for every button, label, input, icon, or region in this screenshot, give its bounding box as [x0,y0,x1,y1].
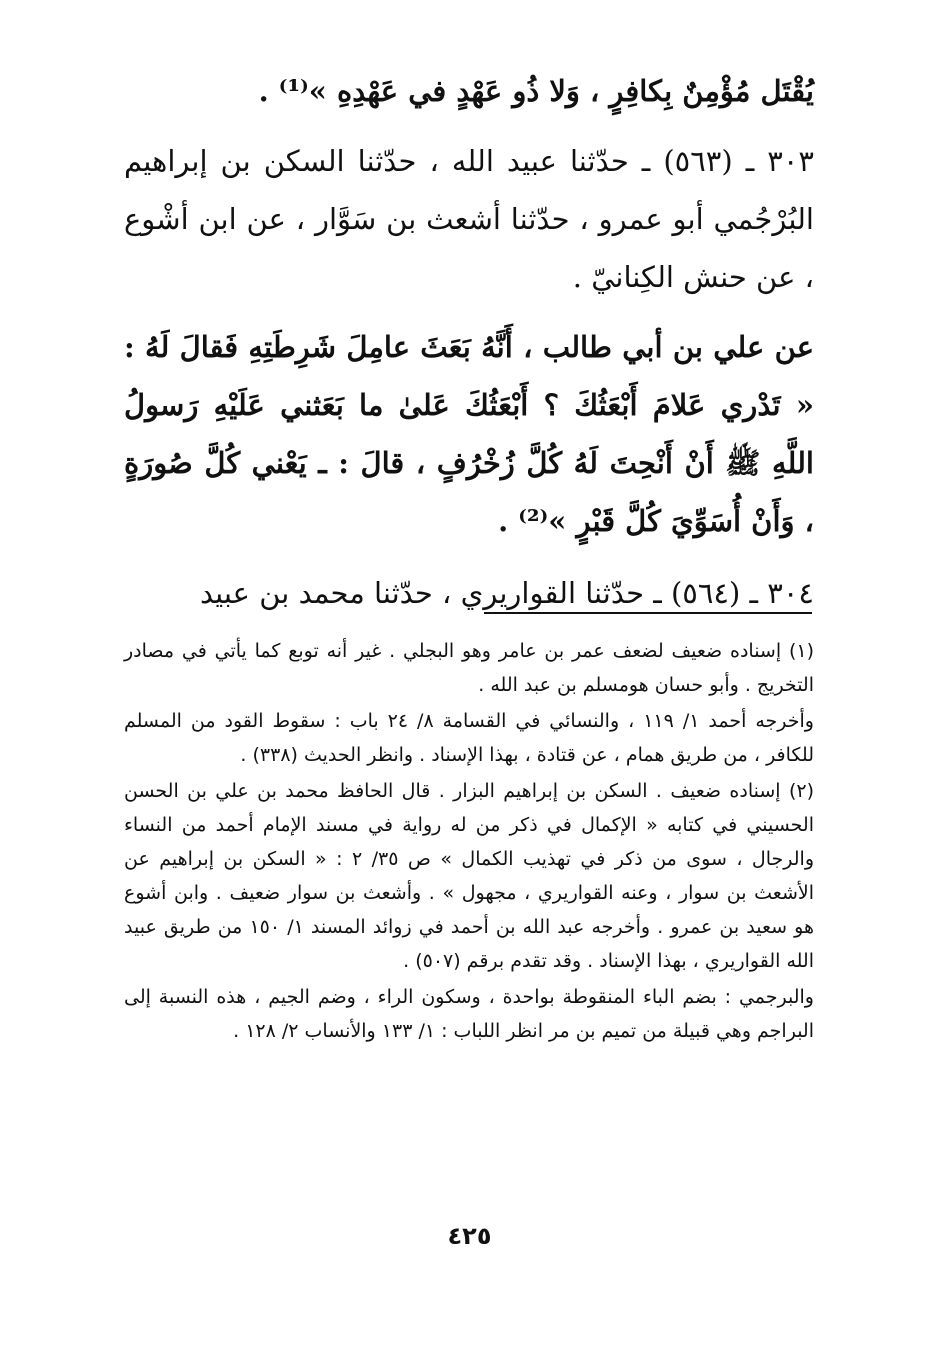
hadith-302-ending: يُقْتَل مُؤْمِنٌ بِكافِرٍ ، وَلا ذُو عَهْدٍ في عَهْدِهِ »⁽¹⁾ . [258,74,814,108]
page-number: ٤٢٥ [447,1222,492,1250]
main-text [124,62,814,622]
footnote-2-paragraph-1: (٢) إسناده ضعيف . السكن بن إبراهيم البزار . قال الحافظ محمد بن علي بن الحسن الحسيني في كتابه « الإكمال في ذكر من له رواية في مسند الإمام أحمد من النساء والرجال ، سوى من ذكر في تهذيب الكمال » ص ٣٥/ ٢ : « السكن بن إبراهيم عن الأشعث بن سوار ، وعنه القواريري ، مجهول » . وأشعث بن سوار ضعيف . وابن أشوع هو سعيد بن عمرو . وأخرجه عبد الله بن أحمد في زوائد المسند ١/ ١٥٠ من طريق عبيد الله القواريري ، بهذا الإسناد . وقد تقدم برقم (٥٠٧) . [124,780,814,972]
hadith-303-text: عن علي بن أبي طالب ، أَنَّهُ بَعَثَ عامِلَ شَرِطَتِهِ فَقالَ لَهُ : « تَدْري عَلامَ أَبْعَثُكَ ؟ أَبْعَثُكَ عَلىٰ ما بَعَثني عَلَيْهِ رَسولُ اللَّهِ ﷺ أَنْ أَنْحِتَ لَهُ كُلَّ زُخْرُفٍ ، قالَ : ـ يَعْني كُلَّ صُورَةٍ ، وَأَنْ أُسَوِّيَ كُلَّ قَبْرٍ »⁽²⁾ . [124,330,814,538]
footnotes [124,634,814,1048]
entry-303-isnad: ٣٠٣ ـ (٥٦٣) ـ حدّثنا عبيد الله ، حدّثنا السكن بن إبراهيم البُرْجُمي أبو عمرو ، حدّثنا أشعث بن سَوَّار ، عن ابن أشْوع ، عن حنش الكِنانيّ . [124,144,814,294]
footnote-1-paragraph-1: (١) إسناده ضعيف لضعف عمر بن عامر وهو البجلي . غير أنه توبع كما يأتي في مصادر التخريج . وأبو حسان هومسلم بن عبد الله . [124,640,814,696]
footnote-divider [484,612,812,614]
footnote-1-paragraph-2: وأخرجه أحمد ١/ ١١٩ ، والنسائي في القسامة ٨/ ٢٤ باب : سقوط القود من المسلم للكافر ، من طريق همام ، عن قتادة ، بهذا الإسناد . وانظر الحديث (٣٣٨) . [124,710,814,766]
entry-304-isnad: ٣٠٤ ـ (٥٦٤) ـ حدّثنا القواريري ، حدّثنا محمد بن عبيد [199,576,814,610]
footnote-2-paragraph-2: والبرجمي : بضم الباء المنقوطة بواحدة ، وسكون الراء ، وضم الجيم ، هذه النسبة إلى البراجم وهي قبيلة من تميم بن مر انظر اللباب : ١/ ١٣٣ والأنساب ٢/ ١٢٨ . [124,986,814,1042]
